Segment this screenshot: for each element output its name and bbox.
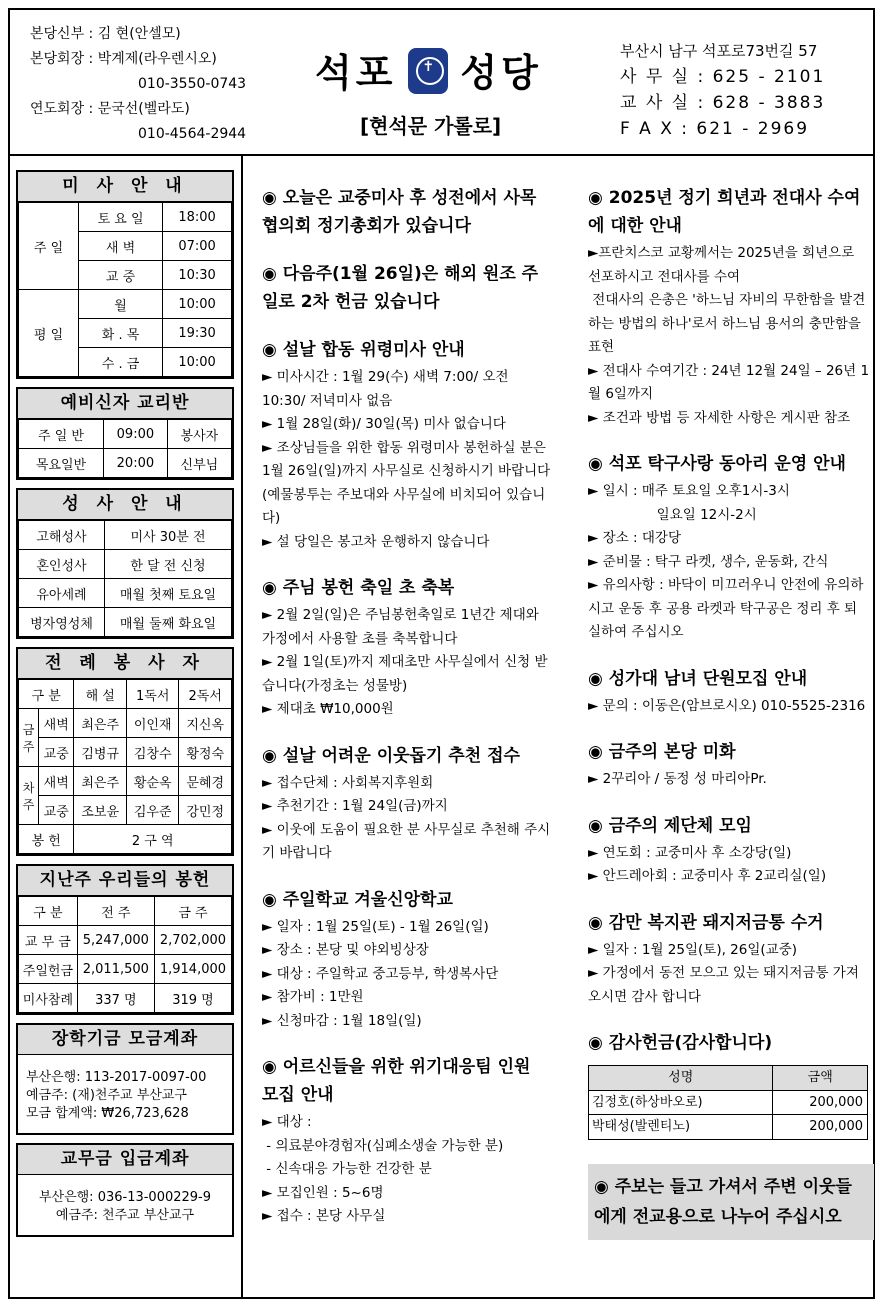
cell: 황정숙: [179, 738, 232, 767]
pastor-line: 본당신부 : 김 현(안셀모): [30, 26, 181, 42]
notice-line: ► 2월 1일(토)까지 제대초만 사무실에서 신청 받습니다(가정초는 성물방): [262, 654, 548, 694]
notice-line: ► 추천기간 : 1월 24일(금)까지: [262, 798, 448, 814]
notice-line: ► 일자 : 1월 25일(토), 26일(교중): [588, 941, 798, 958]
notice-line: ► 가정에서 동전 모으고 있는 돼지저금통 가져오시면 감사 합니다: [588, 965, 859, 1005]
cell: 주일헌금: [19, 955, 78, 984]
mass-day: 교 중: [79, 261, 163, 290]
notice-section: [588, 909, 870, 1010]
notice-heading: ◉ 감만 복지관 돼지저금통 수거: [588, 912, 824, 933]
catechumen-title: 예비신자 교리반: [18, 389, 232, 419]
mass-time: 10:00: [163, 290, 232, 319]
scholarship-account: [18, 1055, 232, 1133]
account-line: 모금 합계액: ₩26,723,628: [26, 1106, 189, 1121]
cell: 337 명: [77, 984, 154, 1013]
mass-day: 새 벽: [79, 232, 163, 261]
sacraments-title: 성 사 안 내: [18, 490, 232, 520]
notice-section: [262, 1053, 552, 1229]
notice-line: ► 이웃에 도움이 필요한 분 사무실로 추천해 주시기 바랍니다: [262, 821, 551, 861]
cell: 고해성사: [19, 521, 105, 550]
cell: 김창수: [126, 738, 179, 767]
notice-heading: ◉ 성가대 남녀 단원모집 안내: [588, 668, 808, 689]
notice-section: [262, 260, 552, 316]
cell: 봉 헌: [19, 825, 74, 854]
notice-line: ► 장소 : 대강당: [588, 530, 682, 546]
president-phone: 010-3550-0743: [138, 76, 247, 92]
notice-section: [588, 450, 870, 645]
title-left: 석포: [315, 51, 397, 95]
cell: 문혜경: [179, 767, 232, 796]
dues-account: [18, 1175, 232, 1235]
liturgy-box: [16, 647, 234, 856]
mass-table: [18, 202, 232, 377]
catechumen-table: [18, 419, 232, 478]
cell: 해 설: [74, 680, 127, 709]
cell: 200,000: [773, 1115, 868, 1140]
offering-title: 지난주 우리들의 봉헌: [18, 866, 232, 896]
mass-time: 10:00: [163, 348, 232, 377]
notice-section: [262, 886, 552, 1034]
church-title: [315, 42, 542, 99]
dues-title: 교무금 입금계좌: [18, 1145, 232, 1175]
cell: 이인재: [126, 709, 179, 738]
cell: 김정호(하상바오로): [589, 1090, 773, 1115]
sacraments-table: [18, 520, 232, 637]
notice-line: ► 장소 : 본당 및 야외빙상장: [262, 942, 429, 958]
middle-column: [262, 184, 552, 1249]
account-line: 부산은행: 036-13-000229-9: [38, 1190, 212, 1205]
parish-logo-icon: [408, 48, 448, 94]
liturgy-table: [18, 679, 232, 854]
president-line: 본당회장 : 박계제(라우렌시오): [30, 51, 217, 67]
cell: 황순옥: [126, 767, 179, 796]
bulletin-frame: [8, 8, 875, 1299]
notice-line: ► 2꾸리아 / 동정 성 마리아Pr.: [588, 771, 767, 787]
notice-line: - 의료분야경험자(심폐소생술 가능한 분): [262, 1137, 504, 1154]
cell: 구 분: [19, 897, 78, 926]
cell: 200,000: [773, 1090, 868, 1115]
mass-title: 미 사 안 내: [18, 172, 232, 202]
notice-line: ► 1월 28일(화)/ 30일(목) 미사 없습니다: [262, 416, 506, 432]
requiem-line: 연도회장 : 문국선(벨라도): [30, 101, 190, 117]
left-column: [16, 170, 234, 1245]
notice-line: ► 2월 2일(일)은 주님봉헌축일로 1년간 제대와 가정에서 사용할 초를 축복합니다: [262, 607, 544, 647]
notice-line: ► 일자 : 1월 25일(토) - 1월 26일(일): [262, 918, 489, 935]
mass-box: [16, 170, 234, 379]
notice-heading: ◉ 어르신들을 위한 위기대응팀 인원 모집 안내: [262, 1057, 531, 1105]
column-divider: [241, 156, 243, 1299]
notice-line: ► 대상 : 주일학교 중고등부, 학생복사단: [262, 965, 499, 982]
sacraments-box: [16, 488, 234, 639]
mass-day: 화 . 목: [79, 319, 163, 348]
notice-section: [262, 184, 552, 240]
cell: 5,247,000: [77, 926, 154, 955]
cell: 2 구 역: [74, 825, 232, 854]
week-label: 차주: [19, 767, 39, 825]
cell: 박태성(발렌티노): [589, 1115, 773, 1140]
title-right: 성당: [460, 51, 542, 95]
cell: 주 일 반: [19, 420, 104, 449]
notice-line: ► 전대사 수여기간 : 24년 12월 24일 – 26년 1월 6일까지: [588, 362, 870, 402]
cell: 2,011,500: [77, 955, 154, 984]
notice-line: ►프란치스코 교황께서는 2025년을 희년으로 선포하시고 전대사를 수여: [588, 245, 859, 285]
notice-line: ► 접수 : 본당 사무실: [262, 1208, 386, 1224]
notice-heading: ◉ 금주의 제단체 모임: [588, 815, 752, 836]
cell: 한 달 전 신청: [105, 550, 232, 579]
cell: 성명: [589, 1066, 773, 1091]
cell: 1,914,000: [154, 955, 231, 984]
cell: 금액: [773, 1066, 868, 1091]
header: [10, 10, 873, 156]
notice-heading: ◉ 다음주(1월 26일)은 해외 원조 주일로 2차 헌금 있습니다: [262, 264, 539, 312]
week-label: 금주: [19, 709, 39, 767]
notice-section: [588, 665, 870, 719]
notice-line: ► 신청마감 : 1월 18일(일): [262, 1012, 422, 1029]
office-phone: 사 무 실 : 625 - 2101: [620, 67, 826, 87]
cell: 미사 30분 전: [105, 521, 232, 550]
right-sections: [588, 184, 870, 1009]
cell: 신부님: [167, 449, 231, 478]
teacher-phone: 교 사 실 : 628 - 3883: [620, 93, 826, 113]
cell: 09:00: [103, 420, 167, 449]
account-line: 예금주: (재)천주교 부산교구: [26, 1088, 187, 1103]
notice-line: ► 모집인원 : 5~6명: [262, 1184, 384, 1201]
address: 부산시 남구 석포로73번길 57: [620, 42, 818, 60]
scholarship-box: [16, 1023, 234, 1135]
notice-line: 전대사의 은총은 '하느님 자비의 무한함을 발견하는 방법의 하나'로서 하느님 용서의 충만함을 표현: [588, 292, 866, 355]
cell: 지신옥: [179, 709, 232, 738]
cell: 최은주: [74, 767, 127, 796]
notice-heading: ◉ 주님 봉헌 축일 초 축복: [262, 578, 455, 598]
notice-section: [588, 184, 870, 430]
share-note: ◉ 주보는 들고 가셔서 주변 이웃들에게 전교용으로 나누어 주십시오: [588, 1164, 874, 1240]
cell: 교중: [39, 796, 74, 825]
mass-day: 수 . 금: [79, 348, 163, 377]
notice-line: ► 조상님들을 위한 합동 위령미사 봉헌하실 분은 1월 26일(일)까지 사무실로 신청하시기 바랍니다(예물봉투는 주보대와 사무실에 비치되어 있습니다): [262, 439, 551, 526]
notice-line: ► 제대초 ₩10,000원: [262, 701, 394, 717]
offering-table: [18, 896, 232, 1013]
mass-time: 07:00: [163, 232, 232, 261]
notice-heading: ◉ 설날 합동 위령미사 안내: [262, 340, 465, 360]
mass-time: 18:00: [163, 203, 232, 232]
mass-day: 월: [79, 290, 163, 319]
notice-heading: ◉ 주일학교 겨울신앙학교: [262, 889, 453, 910]
cell: 교중: [39, 738, 74, 767]
offering-box: [16, 864, 234, 1015]
cell: 구 분: [19, 680, 74, 709]
cell: 봉사자: [167, 420, 231, 449]
notice-line: ► 참가비 : 1만원: [262, 989, 364, 1005]
notice-section: [588, 738, 870, 792]
patron-saint: [현석문 가롤로]: [360, 114, 502, 138]
notice-line: ► 연도회 : 교중미사 후 소강당(일): [588, 844, 792, 861]
cell: 최은주: [74, 709, 127, 738]
mass-group: 주 일: [19, 203, 79, 290]
notice-heading: ◉ 설날 어려운 이웃돕기 추천 접수: [262, 745, 520, 766]
notice-line: ► 문의 : 이동은(암브로시오) 010-5525-2316: [588, 697, 866, 714]
cell: 금 주: [154, 897, 231, 926]
notice-line: ► 미사시간 : 1월 29(수) 새벽 7:00/ 오전 10:30/ 저녁미사 없음: [262, 369, 513, 409]
mass-time: 19:30: [163, 319, 232, 348]
notice-heading: ◉ 금주의 본당 미화: [588, 742, 736, 762]
cell: 1독서: [126, 680, 179, 709]
thanks-heading: ◉ 감사헌금(감사합니다): [588, 1033, 773, 1053]
account-line: 예금주: 천주교 부산교구: [55, 1208, 195, 1223]
notice-line: ► 안드레아회 : 교중미사 후 2교리실(일): [588, 868, 827, 884]
notice-section: [262, 574, 552, 722]
notice-heading: ◉ 2025년 정기 희년과 전대사 수여에 대한 안내: [588, 188, 861, 236]
mass-time: 10:30: [163, 261, 232, 290]
cell: 교 무 금: [19, 926, 78, 955]
liturgy-title: 전 례 봉 사 자: [18, 649, 232, 679]
cell: 319 명: [154, 984, 231, 1013]
cell: 2,702,000: [154, 926, 231, 955]
notice-heading: ◉ 석포 탁구사랑 동아리 운영 안내: [588, 454, 846, 474]
notice-line: ► 설 당일은 봉고차 운행하지 않습니다: [262, 533, 490, 550]
notice-line: ► 일시 : 매주 토요일 오후1시-3시: [588, 483, 790, 499]
cell: 강민정: [179, 796, 232, 825]
thanks-table: [588, 1065, 868, 1140]
cell: 김우준: [126, 796, 179, 825]
cell: 조보윤: [74, 796, 127, 825]
notice-line: ► 준비물 : 탁구 라켓, 생수, 운동화, 간식: [588, 553, 829, 570]
scholarship-title: 장학기금 모금계좌: [18, 1025, 232, 1055]
cell: 혼인성사: [19, 550, 105, 579]
notice-heading: ◉ 오늘은 교중미사 후 성전에서 사목협의회 정기총회가 있습니다: [262, 188, 537, 236]
cell: 병자영성체: [19, 608, 105, 637]
mass-day: 토 요 일: [79, 203, 163, 232]
requiem-phone: 010-4564-2944: [138, 126, 247, 142]
notice-line: ► 유의사항 : 바닥이 미끄러우니 안전에 유의하시고 운동 후 공용 라켓과 탁구공은 정리 후 퇴실하여 주십시오: [588, 577, 864, 640]
notice-line: ► 접수단체 : 사회복지후원회: [262, 774, 434, 791]
right-column: [588, 184, 870, 1240]
notice-line: 일요일 12시-2시: [588, 506, 757, 523]
catechumen-box: [16, 387, 234, 480]
account-line: 부산은행: 113-2017-0097-00: [26, 1070, 207, 1085]
notice-section: [262, 336, 552, 554]
cell: 미사참례: [19, 984, 78, 1013]
notice-line: - 신속대응 가능한 건강한 분: [262, 1161, 432, 1177]
cell: 매월 첫째 토요일: [105, 579, 232, 608]
cell: 유아세례: [19, 579, 105, 608]
cell: 20:00: [103, 449, 167, 478]
notice-line: ► 대상 :: [262, 1114, 312, 1130]
dues-box: [16, 1143, 234, 1237]
notice-section: [262, 742, 552, 866]
cell: 김병규: [74, 738, 127, 767]
notice-section: [588, 812, 870, 889]
header-contacts: [30, 22, 246, 147]
notice-line: ► 조건과 방법 등 자세한 사항은 게시판 참조: [588, 409, 851, 426]
cell: 새벽: [39, 709, 74, 738]
cell: 새벽: [39, 767, 74, 796]
cell: 전 주: [77, 897, 154, 926]
cell: 2독서: [179, 680, 232, 709]
fax: F A X : 621 - 2969: [620, 119, 810, 139]
cell: 목요일반: [19, 449, 104, 478]
cell: 매월 둘째 화요일: [105, 608, 232, 637]
header-address: [620, 38, 825, 142]
mass-group: 평 일: [19, 290, 79, 377]
